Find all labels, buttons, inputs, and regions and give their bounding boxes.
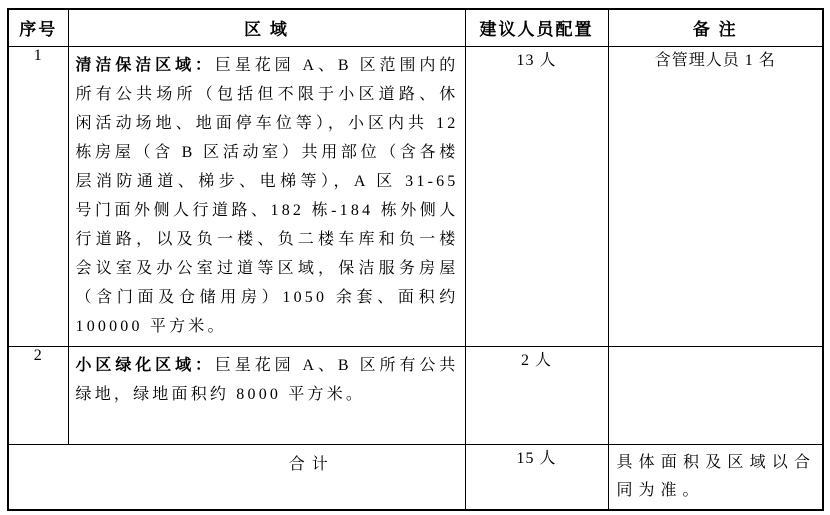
cell-row2-remarks (608, 346, 823, 444)
row2-area-text (69, 347, 465, 409)
cell-row1-remarks: 含管理人员 1 名 (608, 46, 823, 346)
row2-area-body: 巨星花园 A、B 区所有公共绿地，绿地面积约 8000 平方米。 (75, 356, 459, 403)
staffing-allocation-table (7, 8, 824, 511)
table-header-row (8, 9, 823, 46)
cell-total-staffing: 15 人 (465, 444, 608, 510)
header-suggested-staffing: 建议人员配置 (465, 9, 608, 46)
cell-row2-staffing: 2 人 (465, 346, 608, 444)
cell-total-remarks (608, 444, 823, 510)
cell-row1-number: 1 (8, 46, 68, 346)
table-row-greening (8, 346, 823, 444)
cell-row1-area (68, 46, 465, 346)
cell-row2-area (68, 346, 465, 444)
table-row-total (8, 444, 823, 510)
cell-row2-number: 2 (8, 346, 68, 444)
row1-area-text (69, 47, 465, 341)
header-area: 区 域 (68, 9, 465, 46)
total-remarks-text: 具体面积及区域以合同为准。 (616, 453, 816, 499)
header-serial-number: 序号 (8, 9, 68, 46)
table-row-cleaning (8, 46, 823, 346)
row1-area-body: 巨星花园 A、B 区范围内的所有公共场所（包括但不限于小区道路、休闲活动场地、地面停车位等），小区内共 12 栋房屋（含 B 区活动室）共用部位（含各楼层消防通道、梯步、电梯等），A 区 31-65 号门面外侧人行道路、182 栋-184 栋外侧人行道路，以及负一楼、负二楼车库和负一楼会议室及办公室过道等区域，保洁服务房屋（含门面及仓储用房）1050 余套、面积约 100000 平方米。 (75, 56, 459, 335)
cell-total-label: 合计 (8, 444, 465, 510)
cell-row1-staffing: 13 人 (465, 46, 608, 346)
header-remarks: 备 注 (608, 9, 823, 46)
row1-area-title: 清洁保洁区域： (75, 56, 215, 74)
row2-area-title: 小区绿化区域： (75, 356, 215, 374)
